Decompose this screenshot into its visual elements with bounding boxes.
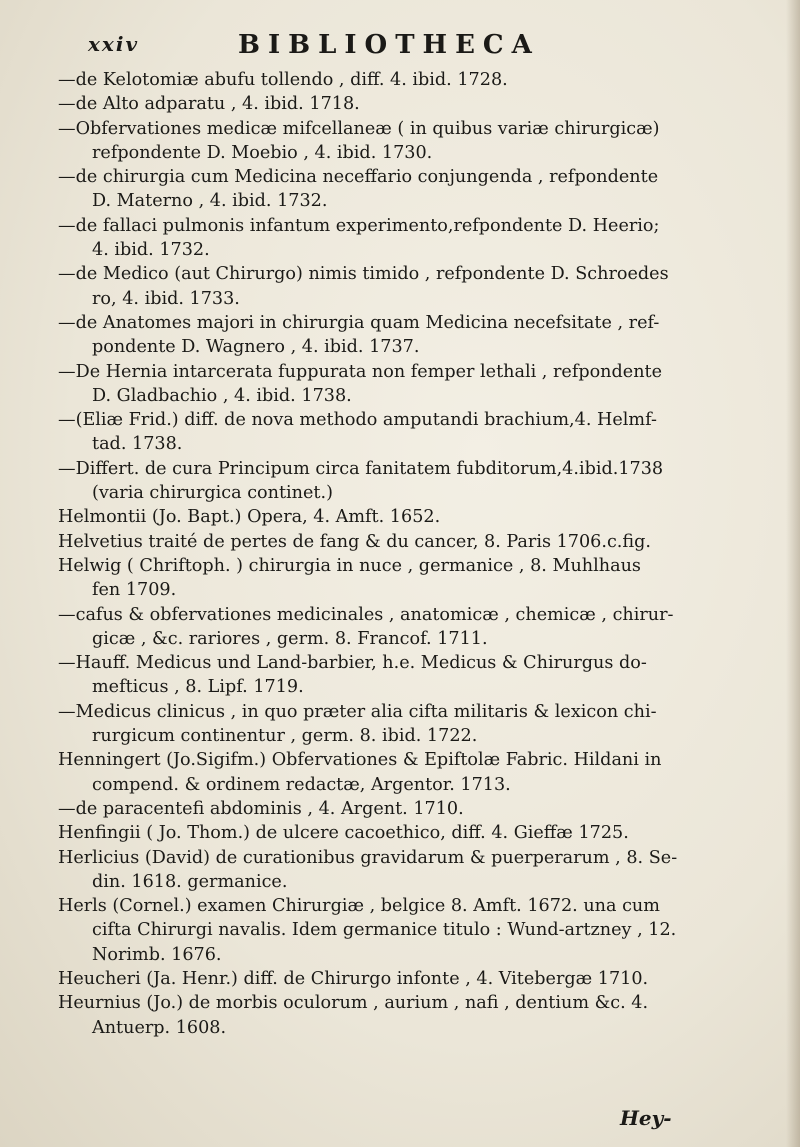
entry-line: —(Eliæ Frid.) diff. de nova methodo amputandi brachium,4. Helmf- [58,410,657,431]
page-header [88,30,708,60]
page-edge-shadow [786,0,800,1147]
entry-line: Helvetius traité de pertes de fang & du cancer, 8. Paris 1706.c.fig. [58,531,651,552]
entry-line: din. 1618. germanice. [92,871,288,892]
entry-line: Herlicius (David) de curationibus gravidarum & puerperarum , 8. Se- [58,847,678,868]
entry-line: Helmontii (Jo. Bapt.) Opera, 4. Amft. 1652. [58,507,441,528]
entry-line: tad. 1738. [92,434,183,455]
page-number: xxiv [88,32,140,56]
entry-line: Heucheri (Ja. Henr.) diff. de Chirurgo infonte , 4. Vitebergæ 1710. [58,968,649,989]
entry-line: pondente D. Wagnero , 4. ibid. 1737. [92,337,420,358]
entry-line: —Medicus clinicus , in quo præter alia cifta militaris & lexicon chi- [58,701,657,722]
entry-line: compend. & ordinem redactæ, Argentor. 1713. [92,774,511,795]
entry-line: —de fallaci pulmonis infantum experimento,refpondente D. Heerio; [58,215,660,236]
entry-line: fen 1709. [92,580,177,601]
entry-line: —cafus & obfervationes medicinales , anatomicæ , chemicæ , chirur- [58,604,674,625]
entry-line: 4. ibid. 1732. [92,240,210,261]
entry-line: D. Gladbachio , 4. ibid. 1738. [92,385,352,406]
entry-line: rurgicum continentur , germ. 8. ibid. 1722. [92,726,478,747]
entry-line: —De Hernia intarcerata fuppurata non femper lethali , refpondente [58,361,663,382]
entry-line: cifta Chirurgi navalis. Idem germanice titulo : Wund-artzney , 12. [92,920,677,941]
entry-line: —de Alto adparatu , 4. ibid. 1718. [58,94,360,115]
entry-line: Herls (Cornel.) examen Chirurgiæ , belgice 8. Amft. 1672. una cum [58,896,660,917]
entry-line: Henfingii ( Jo. Thom.) de ulcere cacoethico, diff. 4. Gieffæ 1725. [58,823,629,844]
entry-line: Antuerp. 1608. [92,1017,227,1038]
entry-line: Helwig ( Chriftoph. ) chirurgia in nuce , germanice , 8. Muhlhaus [58,555,641,576]
bibliography-entries [58,68,768,1040]
entry-line: —de chirurgia cum Medicina neceffario conjungenda , refpondente [58,167,659,188]
entry-line: —de paracentefi abdominis , 4. Argent. 1710. [58,798,464,819]
entry-line: ro, 4. ibid. 1733. [92,288,240,309]
entry-line: Heurnius (Jo.) de morbis oculorum , aurium , nafi , dentium &c. 4. [58,993,649,1014]
entry-line: —de Medico (aut Chirurgo) nimis timido , refpondente D. Schroedes [58,264,669,285]
entry-line: —de Anatomes majori in chirurgia quam Medicina necefsitate , ref- [58,312,660,333]
entry-line: D. Materno , 4. ibid. 1732. [92,191,328,212]
entry-line: refpondente D. Moebio , 4. ibid. 1730. [92,142,433,163]
catchword: Hey- [620,1106,672,1130]
entry-line: —Hauff. Medicus und Land-barbier, h.e. Medicus & Chirurgus do- [58,653,647,674]
entry-line: —Obfervationes medicæ mifcellaneæ ( in quibus variæ chirurgicæ) [58,118,660,139]
entry-line: mefticus , 8. Lipf. 1719. [92,677,304,698]
entry-line: Norimb. 1676. [92,944,222,965]
entry-line: Henningert (Jo.Sigifm.) Obfervationes & Epiftolæ Fabric. Hildani in [58,750,662,771]
entry-line: gicæ , &c. rariores , germ. 8. Francof. 1711. [92,628,488,649]
entry-line: —Differt. de cura Principum circa fanitatem fubditorum,4.ibid.1738 [58,458,664,479]
running-title: BIBLIOTHECA [238,30,540,60]
entry-line: (varia chirurgica continet.) [92,483,333,504]
entry-line: —de Kelotomiæ abufu tollendo , diff. 4. ibid. 1728. [58,70,508,90]
